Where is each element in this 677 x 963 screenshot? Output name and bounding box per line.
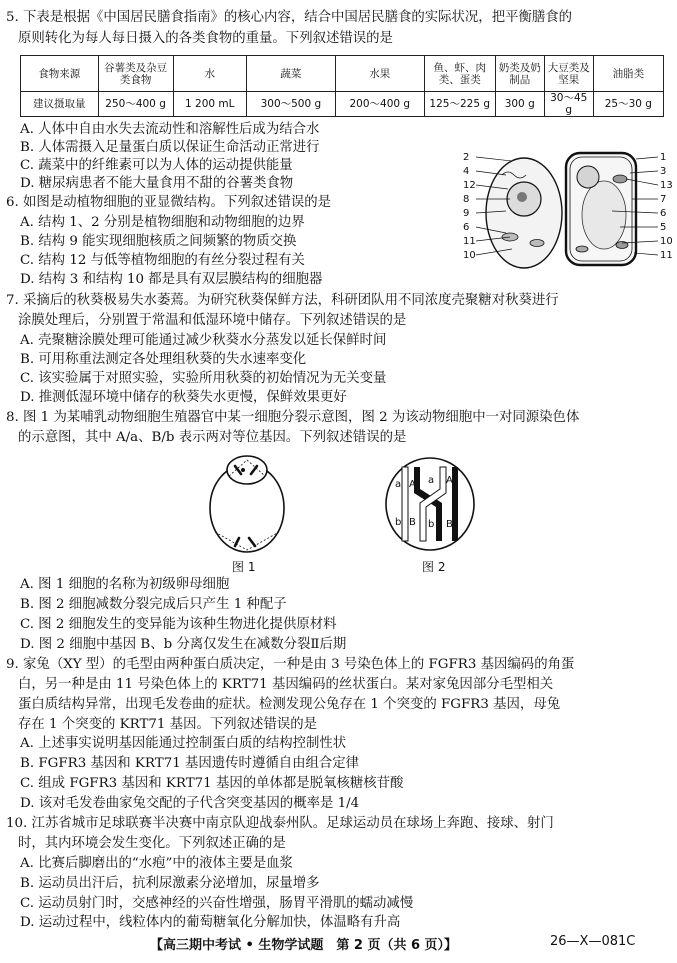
q9-stem-line3: 蛋白质结构异常，出现毛发卷曲的症状。检测发现公兔存在 1 个突变的 FGFR3 基因，母兔 (18, 697, 561, 712)
q7-option-d: D. 推测低湿环境中储存的秋葵失水更慢，保鲜效果更好 (20, 390, 347, 405)
diet-header-cell: 大豆类及坚果 (544, 56, 593, 92)
q6-option-b: B. 结构 9 能实现细胞核质之间频繁的物质交换 (20, 234, 297, 249)
cell-structure-label: 8 (463, 194, 470, 205)
diet-value-cell: 250～400 g (98, 92, 173, 117)
cell-structure-label: 6 (660, 208, 667, 219)
figure-1-caption: 图 1 (232, 560, 256, 574)
figure-2-homologous-chromosomes (384, 455, 476, 553)
figure-2-caption: 图 2 (422, 560, 446, 574)
q9-stem-line2: 白，另一种是由 11 号染色体上的 KRT71 基因编码的丝状蛋白。某对家兔因部分毛型相关 (18, 677, 554, 692)
plant-chloroplast (613, 175, 627, 183)
diet-value-cell: 建议摄取量 (21, 92, 99, 117)
cell-structure-label: 3 (660, 166, 667, 177)
q10-option-d: D. 运动过程中，线粒体内的葡萄糖氧化分解加快，体温略有升高 (20, 915, 401, 930)
q8-option-d: D. 图 2 细胞中基因 B、b 分离仅发生在减数分裂Ⅱ后期 (20, 637, 347, 652)
diet-value-cell: 300～500 g (246, 92, 335, 117)
diet-header-cell: 奶类及奶制品 (495, 56, 544, 92)
diet-value-cell: 1 200 mL (173, 92, 246, 117)
diet-value-cell: 125～225 g (424, 92, 495, 117)
figure-1-dividing-cell (205, 448, 295, 556)
q10-option-c: C. 运动员射门时，交感神经的兴奋性增强，肠胃平滑肌的蠕动减慢 (20, 896, 414, 911)
q5-option-b: B. 人体需摄入足量蛋白质以保证生命活动正常进行 (20, 140, 320, 155)
q5-stem-line1: 5. 下表是根据《中国居民膳食指南》的核心内容，结合中国居民膳食的实际状况，把平衡膳食的 (6, 10, 573, 25)
cell-structure-label: 5 (660, 222, 667, 233)
allele-label: a (395, 479, 402, 490)
q9-option-b: B. FGFR3 基因和 KRT71 基因遗传时遵循自由组合定律 (20, 756, 360, 771)
q7-stem-line2: 涂膜处理后，分别置于常温和低湿环境中储存。下列叙述错误的是 (18, 313, 407, 328)
q7-option-c: C. 该实验属于对照实验，实验所用秋葵的初始情况为无关变量 (20, 371, 387, 386)
allele-label: B (409, 517, 416, 528)
allele-label: A (446, 475, 453, 486)
q5-option-d: D. 糖尿病患者不能大量食用不甜的谷薯类食物 (20, 176, 294, 191)
cell-structure-label: 1 (660, 152, 667, 163)
diet-header-cell: 水果 (335, 56, 424, 92)
diet-value-cell: 25～30 g (593, 92, 663, 117)
q10-stem-line2: 时，其内环境会发生变化。下列叙述正确的是 (18, 836, 286, 851)
plant-nucleus (577, 166, 599, 188)
q7-stem-line1: 7. 采摘后的秋葵极易失水萎蔫。为研究秋葵保鲜方法，科研团队用不同浓度壳聚糖对秋葵进行 (6, 293, 559, 308)
diet-table (20, 55, 664, 117)
diet-header-cell: 谷薯类及杂豆类食物 (98, 56, 173, 92)
diet-value-cell: 300 g (495, 92, 544, 117)
chromatid (402, 467, 408, 541)
diet-header-cell: 鱼、虾、肉类、蛋类 (424, 56, 495, 92)
allele-label: A (409, 479, 416, 490)
cell-structure-label: 4 (463, 166, 470, 177)
q5-option-c: C. 蔬菜中的纤维素可以为人体的运动提供能量 (20, 158, 293, 173)
q6-option-a: A. 结构 1、2 分别是植物细胞和动物细胞的边界 (20, 215, 305, 230)
q8-stem-line1: 8. 图 1 为某哺乳动物细胞生殖器官中某一细胞分裂示意图，图 2 为该动物细胞中一对同源染色体 (6, 410, 580, 425)
cell-structure-label: 11 (660, 250, 673, 261)
q10-option-a: A. 比赛后脚磨出的“水疱”中的液体主要是血浆 (20, 856, 293, 871)
q6-option-d: D. 结构 3 和结构 10 都是具有双层膜结构的细胞器 (20, 272, 323, 287)
allele-label: b (428, 519, 435, 530)
q7-option-b: B. 可用称重法测定各处理组秋葵的失水速率变化 (20, 352, 307, 367)
cell-structure-label: 7 (660, 194, 667, 205)
q9-stem-line4: 存在 1 个突变的 KRT71 基因。下列叙述错误的是 (18, 717, 318, 732)
q5-stem-line2: 原则转化为每人每日摄入的各类食物的重量。下列叙述错误的是 (18, 31, 393, 46)
q6-stem: 6. 如图是动植物细胞的亚显微结构。下列叙述错误的是 (6, 195, 332, 210)
q6-option-c: C. 结构 12 与低等植物细胞的有丝分裂过程有关 (20, 253, 305, 268)
diet-header-cell: 油脂类 (593, 56, 663, 92)
plant-mitochondrion (576, 246, 588, 252)
q9-option-a: A. 上述事实说明基因能通过控制蛋白质的结构控制性状 (20, 736, 347, 751)
q8-option-a: A. 图 1 细胞的名称为初级卵母细胞 (20, 577, 230, 592)
diet-table-value-row (21, 92, 664, 117)
cell-structure-label: 2 (463, 152, 470, 163)
q10-option-b: B. 运动员出汗后，抗利尿激素分泌增加，尿量增多 (20, 876, 320, 891)
q9-stem-line1: 9. 家兔（XY 型）的毛型由两种蛋白质决定，一种是由 3 号染色体上的 FGFR3 基因编码的角蛋 (6, 657, 575, 672)
cell-structure-label: 10 (660, 236, 673, 247)
cell-structure-label: 9 (463, 208, 470, 219)
chromatid (452, 467, 458, 541)
q7-option-a: A. 壳聚糖涂膜处理可能通过减少秋葵水分蒸发以延长保鲜时间 (20, 333, 387, 348)
allele-label: a (428, 475, 435, 486)
cell-structure-label: 13 (660, 180, 673, 191)
q10-stem-line1: 10. 江苏省城市足球联赛半决赛中南京队迎战泰州队。足球运动员在球场上奔跑、接球、射门 (6, 816, 554, 831)
cell-structure-label: 6 (463, 222, 470, 233)
plant-vacuole (582, 181, 626, 249)
q5-option-a: A. 人体中自由水失去流动性和溶解性后成为结合水 (20, 122, 320, 137)
diet-header-cell: 食物来源 (21, 56, 99, 92)
diet-value-cell: 200～400 g (335, 92, 424, 117)
q8-option-c: C. 图 2 细胞发生的变异能为该种生物进化提供原材料 (20, 617, 337, 632)
diet-table-header-row (21, 56, 664, 92)
q8-stem-line2: 的示意图，其中 A/a、B/b 表示两对等位基因。下列叙述错误的是 (18, 430, 407, 445)
cell-structure-label: 12 (463, 180, 476, 191)
centromere (241, 468, 245, 472)
cell-structure-label: 10 (463, 250, 476, 261)
diet-value-cell: 30～45 g (544, 92, 593, 117)
animal-nucleolus (517, 192, 527, 202)
page-footer-title: 【高三期中考试 • 生物学试题 第 2 页（共 6 页）】 (150, 938, 458, 953)
diet-header-cell: 蔬菜 (246, 56, 335, 92)
cell-structure-label: 11 (463, 236, 476, 247)
animal-organelle (530, 240, 544, 247)
allele-label: B (446, 519, 453, 530)
diet-header-cell: 水 (173, 56, 246, 92)
cell-structure-diagram (462, 145, 674, 275)
q9-option-c: C. 组成 FGFR3 基因和 KRT71 基因的单体都是脱氧核糖核苷酸 (20, 776, 404, 791)
allele-label: b (395, 517, 402, 528)
page-footer-code: 26—X—081C (550, 934, 636, 949)
q8-option-b: B. 图 2 细胞减数分裂完成后只产生 1 种配子 (20, 597, 287, 612)
q9-option-d: D. 该对毛发卷曲家兔交配的子代含突变基因的概率是 1/4 (20, 796, 360, 811)
